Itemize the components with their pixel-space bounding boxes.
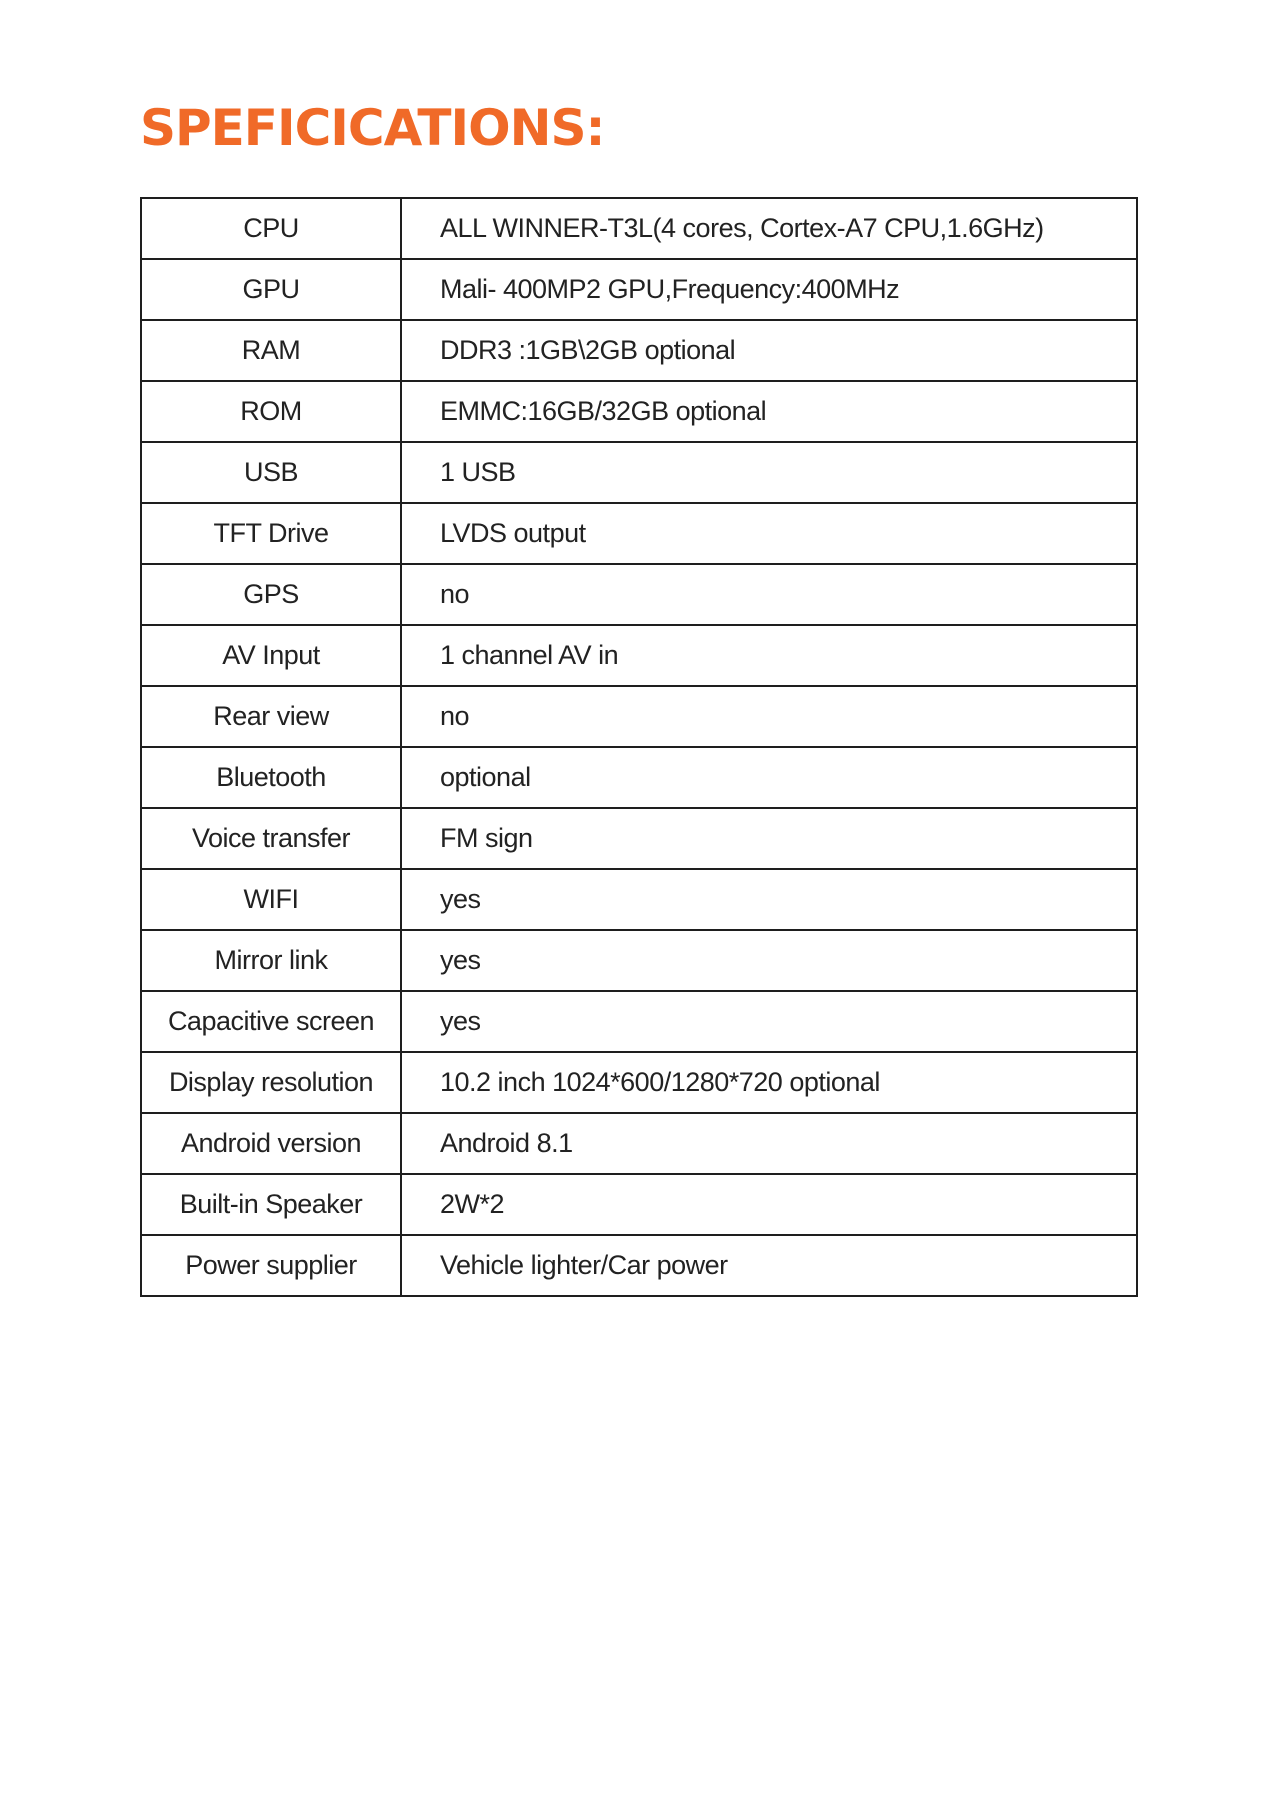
table-row-bluetooth [141, 747, 1137, 808]
table-row-built-in-speaker [141, 1174, 1137, 1235]
spec-label: RAM [141, 320, 401, 381]
spec-label: Voice transfer [141, 808, 401, 869]
spec-value: Mali- 400MP2 GPU,Frequency:400MHz [401, 259, 1137, 320]
table-row-av-input [141, 625, 1137, 686]
spec-value: EMMC:16GB/32GB optional [401, 381, 1137, 442]
table-row-rear-view [141, 686, 1137, 747]
table-row-android-version [141, 1113, 1137, 1174]
spec-label: Built-in Speaker [141, 1174, 401, 1235]
spec-label: CPU [141, 198, 401, 259]
spec-label: TFT Drive [141, 503, 401, 564]
spec-label: Power supplier [141, 1235, 401, 1296]
spec-value: DDR3 :1GB\2GB optional [401, 320, 1137, 381]
spec-label: AV Input [141, 625, 401, 686]
table-row-capacitive-screen [141, 991, 1137, 1052]
spec-label: Rear view [141, 686, 401, 747]
spec-value: no [401, 564, 1137, 625]
page-title: SPEFICICATIONS: [140, 99, 605, 157]
spec-value: no [401, 686, 1137, 747]
spec-label: USB [141, 442, 401, 503]
table-row-power-supplier [141, 1235, 1137, 1296]
table-row-gps [141, 564, 1137, 625]
spec-label: ROM [141, 381, 401, 442]
spec-label: Android version [141, 1113, 401, 1174]
spec-label: Mirror link [141, 930, 401, 991]
spec-value: 1 USB [401, 442, 1137, 503]
spec-value: ALL WINNER-T3L(4 cores, Cortex-A7 CPU,1.6GHz) [401, 198, 1137, 259]
specifications-table [140, 197, 1138, 1297]
table-row-tft-drive [141, 503, 1137, 564]
spec-value: yes [401, 991, 1137, 1052]
spec-label: Display resolution [141, 1052, 401, 1113]
table-row-mirror-link [141, 930, 1137, 991]
spec-label: WIFI [141, 869, 401, 930]
spec-label: Capacitive screen [141, 991, 401, 1052]
table-row-cpu [141, 198, 1137, 259]
spec-value: Vehicle lighter/Car power [401, 1235, 1137, 1296]
spec-value: yes [401, 930, 1137, 991]
spec-value: LVDS output [401, 503, 1137, 564]
table-row-usb [141, 442, 1137, 503]
table-row-ram [141, 320, 1137, 381]
table-row-display-resolution [141, 1052, 1137, 1113]
spec-label: GPU [141, 259, 401, 320]
spec-value: 10.2 inch 1024*600/1280*720 optional [401, 1052, 1137, 1113]
spec-value: Android 8.1 [401, 1113, 1137, 1174]
table-row-gpu [141, 259, 1137, 320]
table-row-rom [141, 381, 1137, 442]
spec-label: GPS [141, 564, 401, 625]
spec-value: 2W*2 [401, 1174, 1137, 1235]
table-row-wifi [141, 869, 1137, 930]
spec-label: Bluetooth [141, 747, 401, 808]
spec-value: 1 channel AV in [401, 625, 1137, 686]
spec-value: FM sign [401, 808, 1137, 869]
spec-value: optional [401, 747, 1137, 808]
table-row-voice-transfer [141, 808, 1137, 869]
spec-value: yes [401, 869, 1137, 930]
